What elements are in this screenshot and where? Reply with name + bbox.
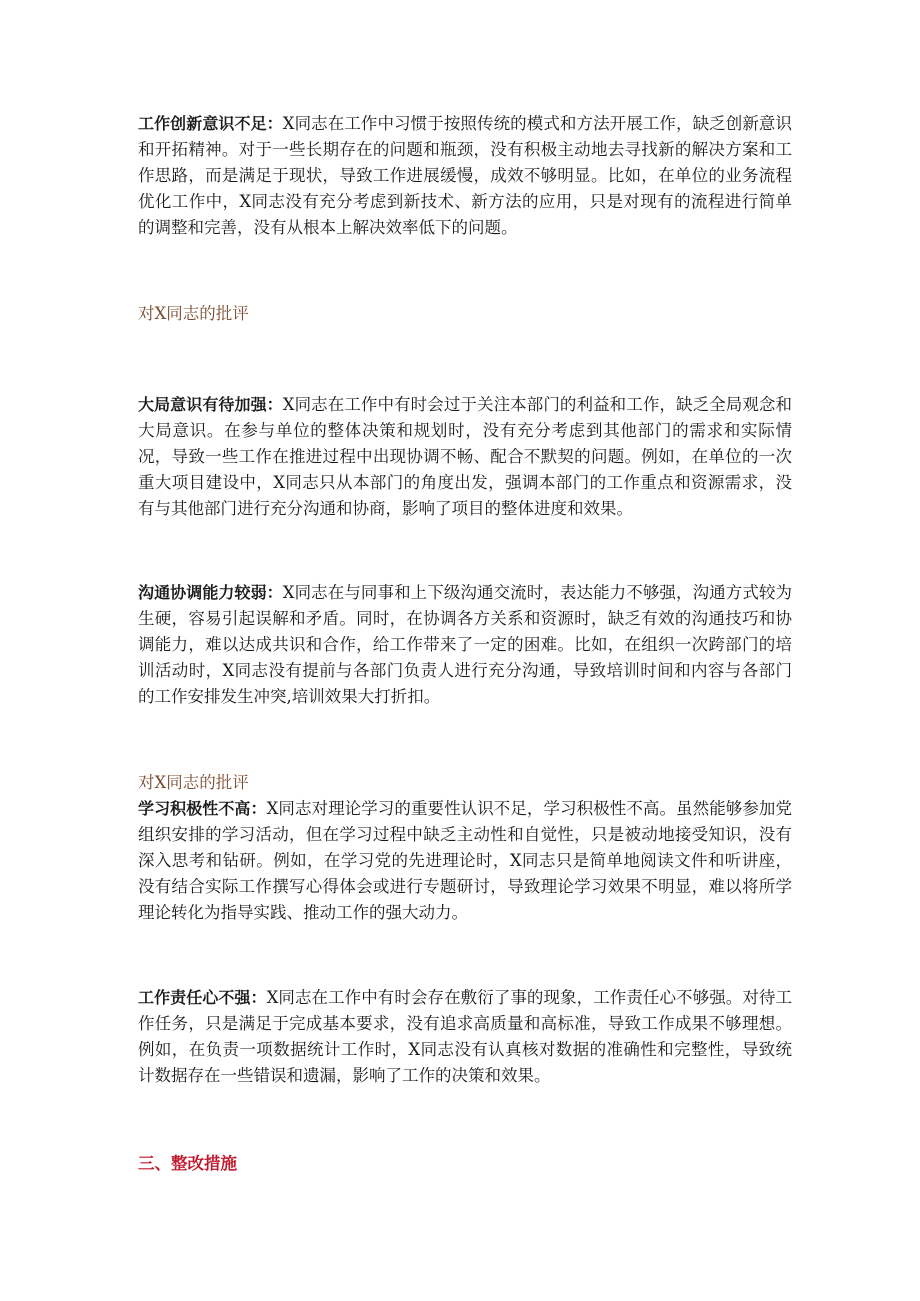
paragraph-lead: 学习积极性不高： bbox=[138, 799, 267, 818]
paragraph-responsibility bbox=[138, 985, 792, 1089]
paragraph-body: X同志在工作中有时会过于关注本部门的利益和工作，缺乏全局观念和大局意识。在参与单位的整体决策和规划时，没有充分考虑到其他部门的需求和实际情况，导致一些工作在推进过程中出现协调不畅、配合不默契的问题。例如，在单位的一次重大项目建设中，X同志只从本部门的角度出发，强调本部门的工作重点和资源需求，没有与其他部门进行充分沟通和协商，影响了项目的整体进度和效果。 bbox=[138, 395, 792, 518]
section-title: 三、整改措施 bbox=[138, 1154, 237, 1173]
paragraph-learning bbox=[138, 796, 792, 926]
paragraph-body: X同志在工作中有时会存在敷衍了事的现象，工作责任心不够强。对待工作任务，只是满足于完成基本要求，没有追求高质量和高标准，导致工作成果不够理想。例如，在负责一项数据统计工作时，X同志没有认真核对数据的准确性和完整性，导致统计数据存在一些错误和遗漏，影响了工作的决策和效果。 bbox=[138, 988, 792, 1085]
paragraph-lead: 工作创新意识不足： bbox=[138, 114, 283, 133]
paragraph-lead: 大局意识有待加强： bbox=[138, 395, 283, 414]
paragraph-lead: 工作责任心不强： bbox=[138, 988, 267, 1007]
paragraph-lead: 沟通协调能力较弱： bbox=[138, 583, 283, 602]
paragraph-body: X同志对理论学习的重要性认识不足，学习积极性不高。虽然能够参加党组织安排的学习活动，但在学习过程中缺乏主动性和自觉性，只是被动地接受知识，没有深入思考和钻研。例如，在学习党的先进理论时，X同志只是简单地阅读文件和听讲座，没有结合实际工作撰写心得体会或进行专题研讨，导致理论学习效果不明显，难以将所学理论转化为指导实践、推动工作的强大动力。 bbox=[138, 799, 792, 922]
paragraph-innovation bbox=[138, 111, 792, 241]
paragraph-body: X同志在与同事和上下级沟通交流时，表达能力不够强，沟通方式较为生硬，容易引起误解和矛盾。同时，在协调各方关系和资源时，缺乏有效的沟通技巧和协调能力，难以达成共识和合作，给工作带来了一定的困难。比如，在组织一次跨部门的培训活动时，X同志没有提前与各部门负责人进行充分沟通，导致培训时间和内容与各部门的工作安排发生冲突,培训效果大打折扣。 bbox=[138, 583, 792, 706]
paragraph-big-picture bbox=[138, 392, 792, 522]
paragraph-communication bbox=[138, 580, 792, 710]
criticism-heading: 对X同志的批评 bbox=[138, 304, 249, 323]
paragraph-body: X同志在工作中习惯于按照传统的模式和方法开展工作，缺乏创新意识和开拓精神。对于一些长期存在的问题和瓶颈，没有积极主动地去寻找新的解决方案和工作思路，而是满足于现状，导致工作进展缓慢，成效不够明显。比如，在单位的业务流程优化工作中，X同志没有充分考虑到新技术、新方法的应用，只是对现有的流程进行简单的调整和完善，没有从根本上解决效率低下的问题。 bbox=[138, 114, 792, 237]
criticism-heading: 对X同志的批评 bbox=[138, 773, 249, 792]
